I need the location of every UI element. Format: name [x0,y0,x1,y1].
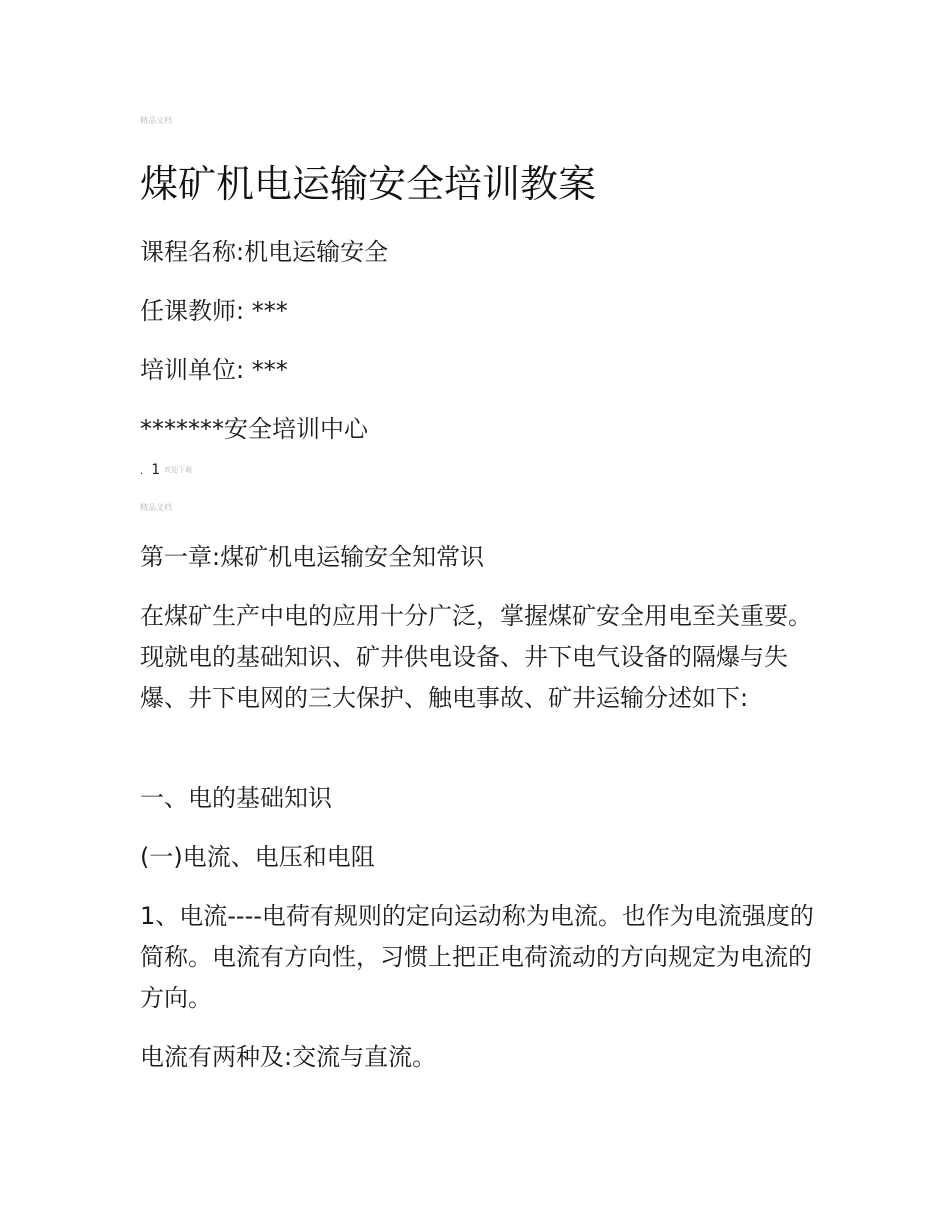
page-number-marker [140,462,192,480]
teacher-line: 任课教师: *** [140,297,288,325]
training-center-line: *******安全培训中心 [140,415,368,443]
intro-paragraph: 在煤矿生产中电的应用十分广泛，掌握煤矿安全用电至关重要。现就电的基础知识、矿井供电设备、井下电气设备的隔爆与失爆、井下电网的三大保护、触电事故、矿井运输分述如下: [140,602,812,712]
header-watermark-label: 精品文档 [140,116,172,125]
current-types-line: 电流有两种及:交流与直流。 [140,1043,437,1071]
current-definition-paragraph: 1、电流----电荷有规则的定向运动称为电流。也作为电流强度的简称。电流有方向性，习惯上把正电荷流动的方向规定为电流的方向。 [140,902,814,1012]
section-heading-basics: 一、电的基础知识 [140,784,332,812]
page-note: 欢迎下载 [164,466,193,474]
training-unit-line: 培训单位: *** [140,356,288,384]
chapter-heading: 第一章:煤矿机电运输安全知常识 [140,543,485,571]
course-name-line: 课程名称:机电运输安全 [140,238,389,266]
document-title: 煤矿机电运输安全培训教案 [140,162,597,206]
page-dot: . [140,466,144,477]
subsection-heading-current-voltage-resistance: (一)电流、电压和电阻 [140,843,375,871]
header-watermark-label-2: 精品文档 [140,503,172,512]
page-number: 1 [151,462,161,478]
